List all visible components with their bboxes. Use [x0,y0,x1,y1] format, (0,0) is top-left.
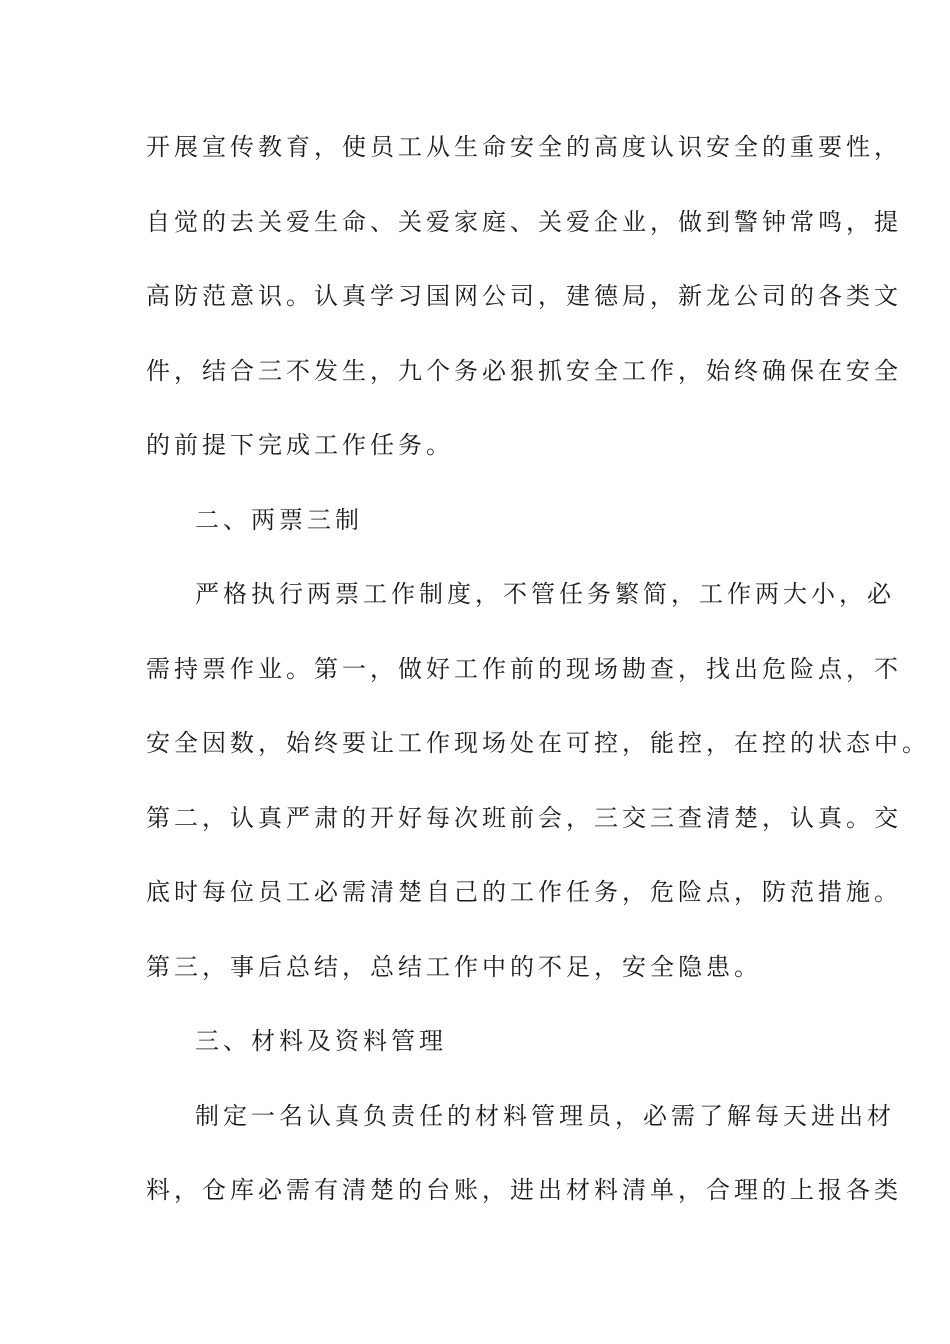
section-heading-two-tickets: 二、两票三制 [195,505,363,534]
paragraph-line: 开展宣传教育，使员工从生命安全的高度认识安全的重要性， [146,133,902,161]
paragraph-line: 的前提下完成工作任务。 [146,431,454,459]
paragraph-line: 底时每位员工必需清楚自己的工作任务，危险点，防范措施。 [146,878,902,906]
paragraph-line: 第二，认真严肃的开好每次班前会，三交三查清楚，认真。交 [146,803,902,832]
paragraph-line: 件，结合三不发生，九个务必狠抓安全工作，始终确保在安全 [146,356,902,385]
paragraph-line: 需持票作业。第一，做好工作前的现场勘查，找出危险点，不 [146,654,902,683]
paragraph-line: 制定一名认真负责任的材料管理员，必需了解每天进出材 [195,1101,895,1130]
paragraph-line: 自觉的去关爱生命、关爱家庭、关爱企业，做到警钟常鸣，提 [146,207,902,236]
paragraph-line: 料，仓库必需有清楚的台账，进出材料清单，合理的上报各类 [146,1176,902,1204]
paragraph-line: 高防范意识。认真学习国网公司，建德局，新龙公司的各类文 [146,282,902,310]
paragraph-line: 安全因数，始终要让工作现场处在可控，能控，在控的状态中。 [146,729,930,757]
section-heading-materials: 三、材料及资料管理 [195,1027,447,1055]
document-body [146,127,930,1245]
paragraph-line: 严格执行两票工作制度，不管任务繁简，工作两大小，必 [195,580,895,608]
paragraph-line: 第三，事后总结，总结工作中的不足，安全隐患。 [146,952,762,981]
